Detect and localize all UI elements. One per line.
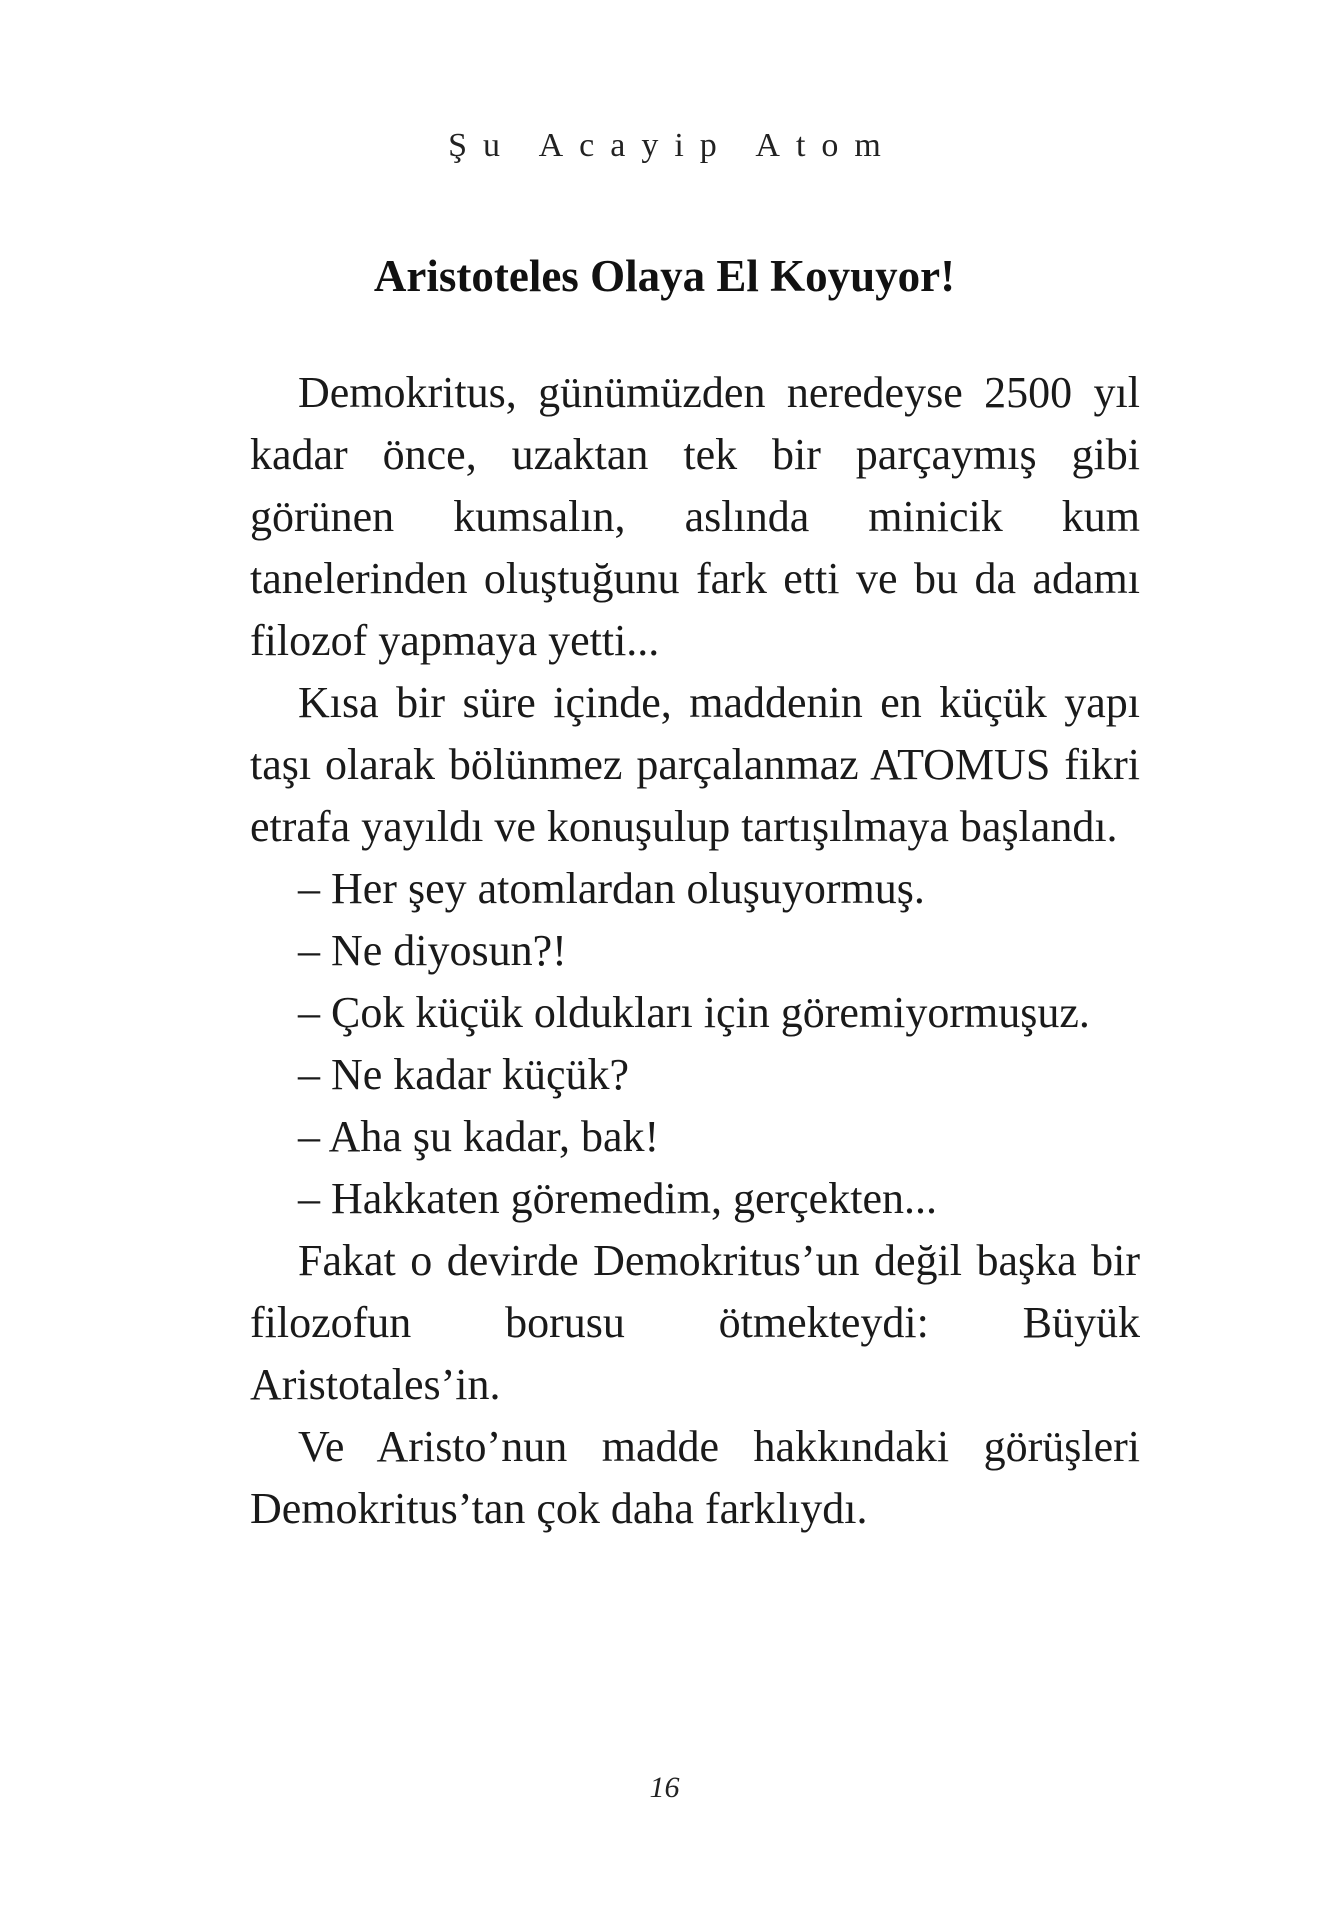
running-head: Şu Acayip Atom	[448, 127, 897, 164]
dialogue-line: – Çok küçük oldukları için göremiyormuşuz.	[298, 988, 1090, 1037]
dialogue-line: – Hakkaten göremedim, gerçekten...	[298, 1174, 937, 1223]
chapter-title: Aristoteles Olaya El Koyuyor!	[373, 251, 956, 301]
dialogue-line: – Her şey atomlardan oluşuyormuş.	[298, 864, 925, 913]
dialogue-line: – Aha şu kadar, bak!	[298, 1112, 660, 1161]
dialogue-line: – Ne kadar küçük?	[298, 1050, 630, 1099]
dialogue-line: – Ne diyosun?!	[298, 926, 567, 975]
paragraph: Ve Aristo’nun madde hakkındaki görüşleri Demokritus’tan çok daha farklıydı.	[250, 1422, 1140, 1533]
page-number: 16	[649, 1771, 680, 1804]
body-text	[250, 362, 1140, 1540]
paragraph: Fakat o devirde Demokritus’un değil başka bir filozofun borusu ötmekteydi: Büyük Aristotales’in.	[250, 1236, 1140, 1409]
paragraph: Kısa bir süre içinde, maddenin en küçük yapı taşı olarak bölünmez parçalanmaz ATOMUS fikri etrafa yayıldı ve konuşulup tartışılmaya başlandı.	[250, 678, 1140, 851]
paragraph: Demokritus, günümüzden neredeyse 2500 yıl kadar önce, uzaktan tek bir parçaymış gibi görünen kumsalın, aslında minicik kum tanelerinden oluştuğunu fark etti ve bu da adamı filozof yapmaya yetti...	[250, 368, 1140, 665]
